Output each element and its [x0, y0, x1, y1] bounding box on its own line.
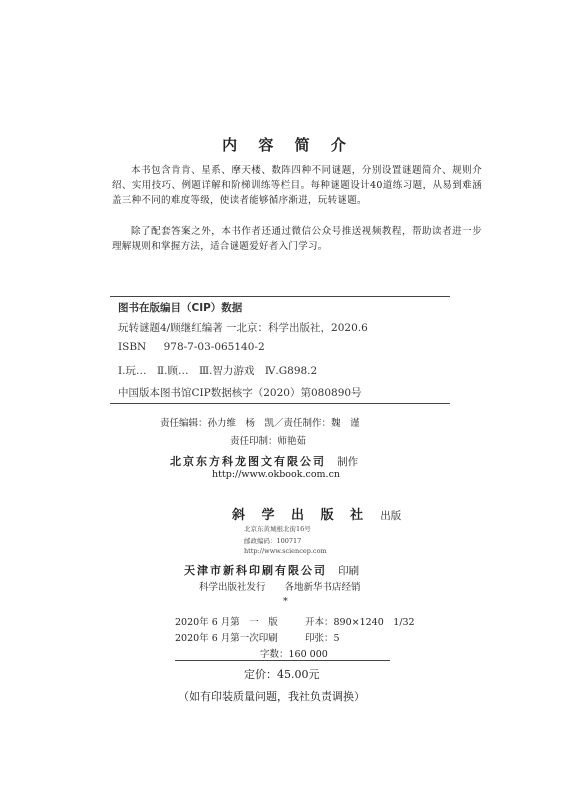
- producer-name: 北京东方科龙图文有限公司: [170, 455, 326, 468]
- word-count: 字数：160 000: [260, 649, 328, 660]
- cip-bottom-rule: [110, 403, 450, 404]
- publisher-url: http://www.sciencep.com: [244, 547, 327, 555]
- printer-name: 天津市新科印刷有限公司: [184, 564, 327, 577]
- book-format: 开本：890×1240 1/32: [305, 617, 415, 628]
- price-rule: [175, 660, 390, 661]
- producer-url: http://www.okbook.com.cn: [212, 469, 341, 480]
- cip-title-line: 玩转谜题4/顾继红编著 一北京：科学出版社，2020.6: [118, 322, 368, 334]
- responsible-editors: 责任编辑：孙力维 杨 凯／责任制作：魏 谨: [160, 418, 360, 429]
- page-title: 内 容 简 介: [222, 136, 354, 154]
- price: 定价：45.00元: [244, 668, 320, 681]
- printed-sheets: 印张：5: [305, 633, 340, 644]
- isbn-label: ISBN: [118, 341, 147, 353]
- cip-heading: 图书在版编目（CIP）数据: [118, 302, 243, 314]
- intro-paragraph-2: 除了配套答案之外，本书作者还通过微信公众号推送视频教程，帮助读者进一步理解规则和掌握方法，适合谜题爱好者入门学习。: [112, 226, 482, 252]
- cip-classification: Ⅰ.玩… Ⅱ.顾… Ⅲ.智力游戏 Ⅳ.G898.2: [118, 365, 318, 377]
- publisher-postcode: 邮政编码：100717: [244, 537, 302, 545]
- printer-role: 印刷: [338, 565, 360, 577]
- printing-supervisor: 责任印制：师艳茹: [230, 436, 307, 447]
- intro-paragraph-1: 本书包含肯肯、星系、摩天楼、数阵四种不同谜题，分别设置谜题简介、规则介绍、实用技巧、例题详解和阶梯训练等栏目。每种谜题设计40道练习题，从易到难涵盖三种不同的难度等级，使读者能够循序渐进，玩转谜题。: [112, 165, 482, 206]
- divider-mark: *: [283, 596, 288, 607]
- isbn-value: 978-7-03-065140-2: [163, 341, 265, 353]
- publisher-role: 出版: [380, 510, 402, 522]
- cip-number: 中国版本图书馆CIP数据核字（2020）第080890号: [118, 387, 362, 399]
- printer-line: [184, 559, 359, 578]
- publisher-name: 斜 学 出 版 社: [232, 508, 370, 523]
- publisher-line: [232, 504, 401, 523]
- distribution-line: 科学出版社发行 各地新华书店经销: [199, 582, 361, 593]
- cip-top-rule: [110, 296, 450, 297]
- publisher-address: 北京东黄城根北街16号: [244, 525, 311, 533]
- quality-notice: （如有印装质量问题，我社负责调换）: [178, 690, 365, 703]
- edition-date: 2020年 6 月第 一 版: [175, 617, 278, 628]
- producer-line: [170, 450, 358, 469]
- producer-role: 制作: [337, 456, 359, 468]
- print-date: 2020年 6 月第一次印刷: [175, 633, 278, 644]
- cip-isbn-line: [118, 341, 265, 353]
